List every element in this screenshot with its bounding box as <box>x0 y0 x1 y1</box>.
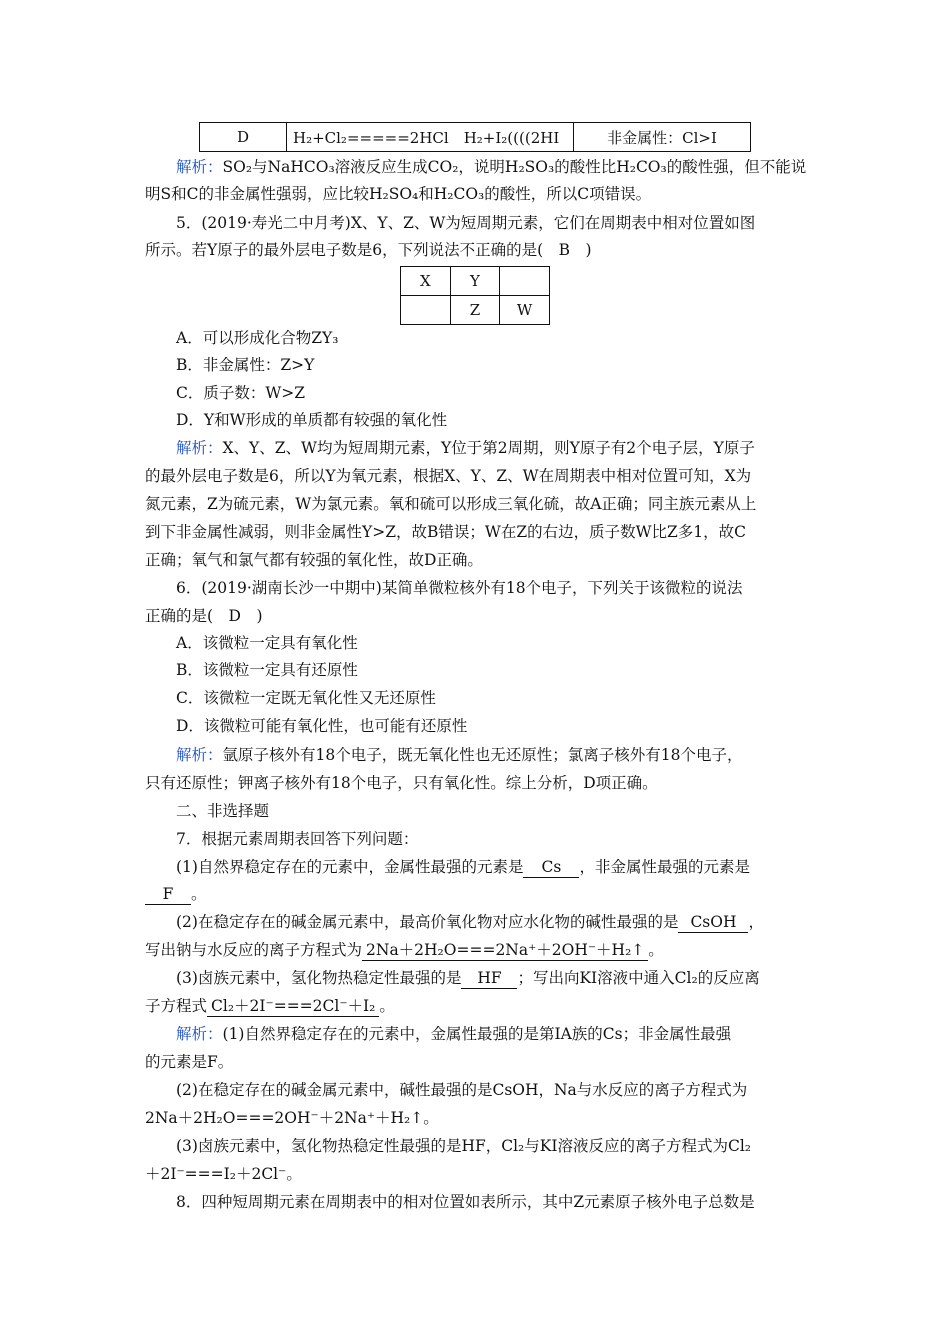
answer-blank: CsOH <box>678 912 748 933</box>
analysis-text: (1)自然界稳定存在的元素中，金属性最强的是第ⅠA族的Cs；非金属性最强 <box>222 1025 732 1043</box>
analysis-label: 解析： <box>176 158 223 176</box>
text-line: 2Na＋2H₂O===2OH⁻＋2Na⁺＋H₂↑。 <box>145 1109 439 1127</box>
option-b: B．该微粒一定具有还原性 <box>176 661 358 679</box>
option-d: D．该微粒可能有氧化性，也可能有还原性 <box>176 717 468 735</box>
table-cell-option: D <box>200 123 287 152</box>
periodic-position-table <box>400 266 550 325</box>
analysis-label: 解析： <box>176 1025 223 1043</box>
question-7-part-2: (2)在稳定存在的碱金属元素中，最高价氧化物对应水化物的碱性最强的是 CsOH ， <box>176 913 764 931</box>
question-6-line: 6．(2019·湖南长沙一中期中)某简单微粒核外有18个电子，下列关于该微粒的说法 <box>176 579 743 597</box>
text-line: 氮元素，Z为硫元素，W为氯元素。氧和硫可以形成三氧化硫，故A正确；同主族元素从上 <box>145 495 757 513</box>
question-7-part-2-cont: 写出钠与水反应的离子方程式为 2Na＋2H₂O===2Na⁺＋2OH⁻＋H₂↑ 。 <box>145 941 664 959</box>
table-row <box>401 267 550 296</box>
question-7-part-3: (3)卤族元素中，氢化物热稳定性最强的是 HF ；写出向KI溶液中通入Cl₂的反应离 <box>176 969 760 987</box>
text-line: 只有还原性；钾离子核外有18个电子，只有氧化性。综上分析，D项正确。 <box>145 774 658 792</box>
option-c: C．该微粒一定既无氧化性又无还原性 <box>176 689 436 707</box>
analysis-label: 解析： <box>176 439 223 457</box>
grid-cell <box>500 267 550 296</box>
question-8-line: 8．四种短周期元素在周期表中的相对位置如表所示，其中Z元素原子核外电子总数是 <box>176 1193 755 1211</box>
grid-cell: W <box>500 296 550 325</box>
answer-blank: 2Na＋2H₂O===2Na⁺＋2OH⁻＋H₂↑ <box>362 940 648 961</box>
question-7-line: 7．根据元素周期表回答下列问题： <box>176 830 419 848</box>
text-line: (3)卤族元素中，氢化物热稳定性最强的是HF，Cl₂与KI溶液反应的离子方程式为Cl₂ <box>176 1137 751 1155</box>
answer-blank: F <box>145 884 191 905</box>
analysis-text: X、Y、Z、W均为短周期元素，Y位于第2周期，则Y原子有2个电子层，Y原子 <box>222 439 755 457</box>
grid-cell: X <box>401 267 451 296</box>
analysis-text: 氩原子核外有18个电子，既无氧化性也无还原性；氯离子核外有18个电子， <box>222 746 743 764</box>
analysis-line <box>176 1024 731 1044</box>
option-d: D．Y和W形成的单质都有较强的氧化性 <box>176 411 448 429</box>
question-7-part-1-cont: F 。 <box>145 884 207 905</box>
option-a: A．该微粒一定具有氧化性 <box>176 634 358 652</box>
grid-cell: Y <box>450 267 500 296</box>
text-line: 的最外层电子数是6，所以Y为氧元素，根据X、Y、Z、W在周期表中相对位置可知，X为 <box>145 467 752 485</box>
option-b: B．非金属性：Z>Y <box>176 356 315 374</box>
analysis-line <box>176 157 806 177</box>
answer-blank: Cs <box>523 857 579 878</box>
question-6-line: 正确的是( D ) <box>145 607 263 625</box>
grid-cell <box>401 296 451 325</box>
question-7-part-3-cont: 子方程式 Cl₂＋2I⁻===2Cl⁻＋I₂ 。 <box>145 997 395 1015</box>
answer-blank: Cl₂＋2I⁻===2Cl⁻＋I₂ <box>207 996 379 1017</box>
table-row <box>200 123 751 152</box>
text-line: 明S和C的非金属性强弱，应比较H₂SO₄和H₂CO₃的酸性，所以C项错误。 <box>145 185 652 203</box>
grid-cell: Z <box>450 296 500 325</box>
analysis-label: 解析： <box>176 746 223 764</box>
answer-blank: HF <box>461 968 517 989</box>
table-cell-conclusion: 非金属性：Cl>I <box>574 123 751 152</box>
comparison-table <box>199 122 751 152</box>
text-line: ＋2I⁻===I₂＋2Cl⁻。 <box>145 1165 302 1183</box>
option-c: C．质子数：W>Z <box>176 384 306 402</box>
text-line: (2)在稳定存在的碱金属元素中，碱性最强的是CsOH，Na与水反应的离子方程式为 <box>176 1081 748 1099</box>
text-line: 的元素是F。 <box>145 1053 234 1071</box>
text-line: 到下非金属性减弱，则非金属性Y>Z，故B错误；W在Z的右边，质子数W比Z多1，故C <box>145 523 747 541</box>
text-line: 正确；氧气和氯气都有较强的氧化性，故D正确。 <box>145 551 483 569</box>
table-cell-equations: H₂+Cl₂=====2HCl H₂+I₂((((2HI <box>287 123 574 152</box>
analysis-line <box>176 745 742 765</box>
analysis-text: SO₂与NaHCO₃溶液反应生成CO₂，说明H₂SO₃的酸性比H₂CO₃的酸性强，但不能说 <box>222 158 807 176</box>
option-a: A．可以形成化合物ZY₃ <box>176 329 339 347</box>
analysis-line <box>176 438 755 458</box>
question-5-line: 所示。若Y原子的最外层电子数是6，下列说法不正确的是( B ) <box>145 241 592 259</box>
question-7-part-1: (1)自然界稳定存在的元素中，金属性最强的元素是 Cs ，非金属性最强的元素是 <box>176 858 750 876</box>
question-5-line: 5．(2019·寿光二中月考)X、Y、Z、W为短周期元素，它们在周期表中相对位置如图 <box>176 214 756 232</box>
table-row <box>401 296 550 325</box>
section-heading: 二、非选择题 <box>176 802 270 820</box>
